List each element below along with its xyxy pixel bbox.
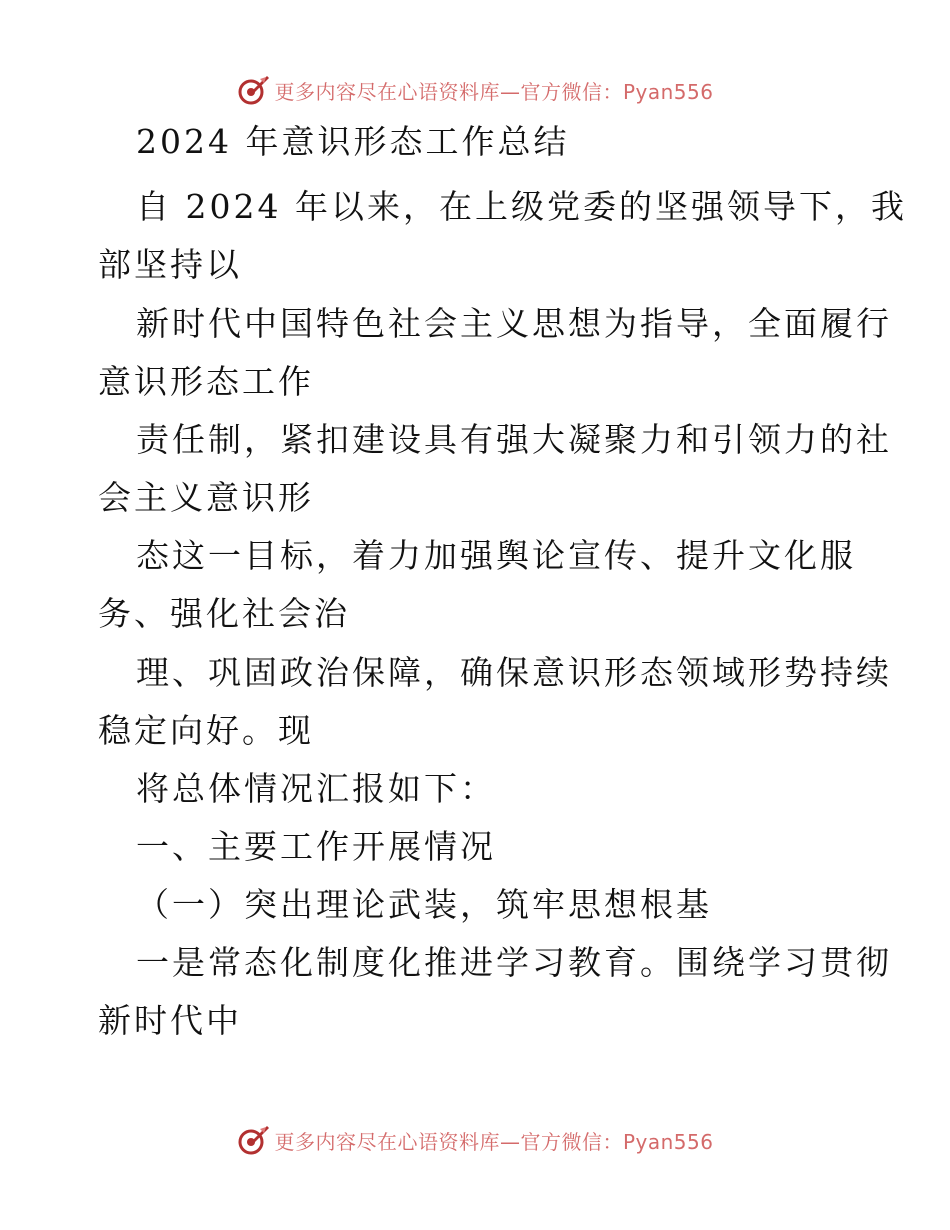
quill-logo-icon [236,73,270,107]
header-watermark-text: 更多内容尽在心语资料库—官方微信：Pyan556 [274,79,714,104]
paragraph-line: 责任制，紧扣建设具有强大凝聚力和引领力的社 [136,420,892,459]
footer-watermark-text: 更多内容尽在心语资料库—官方微信：Pyan556 [274,1129,714,1154]
paragraph-line: 理、巩固政治保障，确保意识形态领域形势持续 [136,653,892,692]
paragraph-line: 态这一目标，着力加强舆论宣传、提升文化服 [136,536,856,575]
footer-watermark [0,1120,950,1160]
paragraph-line: 部坚持以 [98,245,242,284]
paragraph-line: 自 2024 年以来，在上级党委的坚强领导下，我 [136,187,907,226]
paragraph-line: 会主义意识形 [98,478,314,517]
paragraph-line: 新时代中国特色社会主义思想为指导，全面履行 [136,304,892,343]
header-watermark [0,70,950,110]
section-heading: 一、主要工作开展情况 [136,827,496,866]
paragraph-line: 稳定向好。现 [98,711,314,750]
quill-logo-icon [236,1123,270,1157]
paragraph-line: 务、强化社会治 [98,594,350,633]
paragraph-line: 将总体情况汇报如下： [136,769,496,808]
document-title: 2024 年意识形态工作总结 [136,122,570,161]
paragraph-line: 意识形态工作 [98,362,314,401]
paragraph-line: 一是常态化制度化推进学习教育。围绕学习贯彻 [136,943,892,982]
paragraph-line: 新时代中 [98,1001,242,1040]
subsection-heading: （一）突出理论武装，筑牢思想根基 [136,885,712,924]
